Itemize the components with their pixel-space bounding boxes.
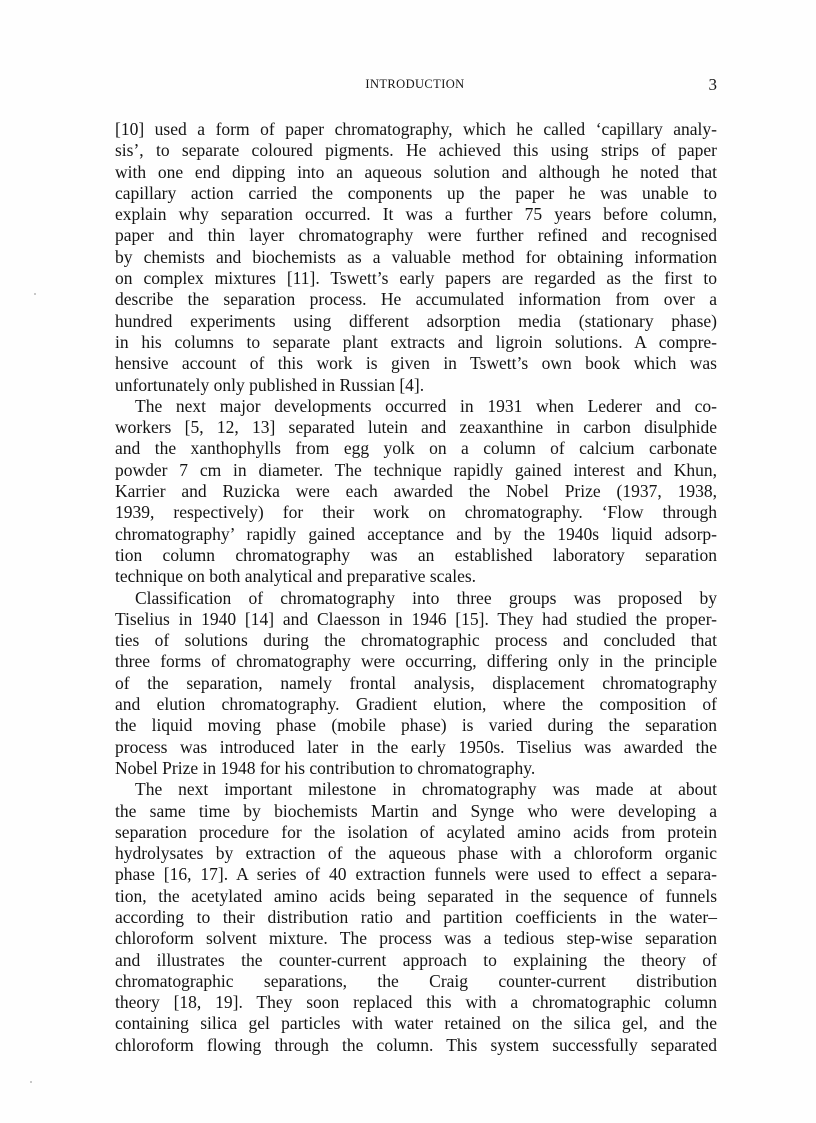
text-line: paper and thin layer chromatography were further refined and recognised [115,225,717,246]
text-line: technique on both analytical and preparative scales. [115,566,477,587]
text-line: separation procedure for the isolation of acylated amino acids from protein [115,821,717,842]
text-line: Tiselius in 1940 [14] and Claesson in 1946 [15]. They had studied the proper- [115,608,717,629]
text-line: 1939, respectively) for their work on chromatography. ‘Flow through [115,502,717,523]
text-line: hensive account of this work is given in Tswett’s own book which was [115,353,717,374]
text-line: Classification of chromatography into three groups was proposed by [135,587,717,608]
text-line: with one end dipping into an aqueous solution and although he noted that [115,161,717,182]
text-line: chloroform solvent mixture. The process was a tedious step-wise separation [115,928,717,949]
running-head [113,75,717,97]
text-line: tion, the acetylated amino acids being separated in the sequence of funnels [115,885,717,906]
text-line: explain why separation occurred. It was a further 75 years before column, [115,204,717,225]
text-line: by chemists and biochemists as a valuable method for obtaining information [115,246,717,267]
text-line: tion column chromatography was an established laboratory separation [115,544,717,565]
paragraph [115,396,717,588]
text-line: the liquid moving phase (mobile phase) is varied during the separation [115,715,717,736]
text-line: three forms of chromatography were occurring, differing only in the principle [115,651,717,672]
text-line: according to their distribution ratio and partition coefficients in the water– [115,906,717,927]
text-line: unfortunately only published in Russian [4]. [115,374,425,395]
text-line: phase [16, 17]. A series of 40 extraction funnels were used to effect a separa- [115,864,717,885]
text-line: describe the separation process. He accumulated information from over a [115,289,717,310]
text-line: powder 7 cm in diameter. The technique rapidly gained interest and Khun, [115,459,717,480]
text-line: hydrolysates by extraction of the aqueous phase with a chloroform organic [115,843,717,864]
text-line: ties of solutions during the chromatographic process and concluded that [115,630,717,651]
text-line: theory [18, 19]. They soon replaced this with a chromatographic column [115,992,717,1013]
text-line: hundred experiments using different adsorption media (stationary phase) [115,310,717,331]
paragraph [115,779,717,1056]
text-line: of the separation, namely frontal analysis, displacement chromatography [115,672,717,693]
text-line: capillary action carried the components up the paper he was unable to [115,182,717,203]
text-line: chloroform flowing through the column. This system successfully separated [115,1034,717,1055]
text-line: and elution chromatography. Gradient elution, where the composition of [115,694,717,715]
body-text [115,119,717,1056]
text-line: chromatography’ rapidly gained acceptance and by the 1940s liquid adsorp- [115,523,717,544]
text-line: Nobel Prize in 1948 for his contribution to chromatography. [115,757,536,778]
text-line: sis’, to separate coloured pigments. He achieved this using strips of paper [115,140,717,161]
text-line: containing silica gel particles with water retained on the silica gel, and the [115,1013,717,1034]
text-line: and the xanthophylls from egg yolk on a column of calcium carbonate [115,438,717,459]
text-line: process was introduced later in the early 1950s. Tiselius was awarded the [115,736,717,757]
paragraph [115,119,717,396]
text-line: the same time by biochemists Martin and Synge who were developing a [115,800,717,821]
text-line: [10] used a form of paper chromatography, which he called ‘capillary analy- [115,119,717,139]
text-line: on complex mixtures [11]. Tswett’s early papers are regarded as the first to [115,268,717,289]
text-line: The next important milestone in chromatography was made at about [135,779,717,800]
text-line: in his columns to separate plant extracts and ligroin solutions. A compre- [115,331,717,352]
text-line: workers [5, 12, 13] separated lutein and zeaxanthine in carbon disulphide [115,417,717,438]
text-line: chromatographic separations, the Craig counter-current distribution [115,970,717,991]
running-title: INTRODUCTION [365,77,465,91]
scan-speck [34,293,36,295]
paragraph [115,588,717,780]
text-line: Karrier and Ruzicka were each awarded the Nobel Prize (1937, 1938, [115,481,717,502]
text-line: and illustrates the counter-current approach to explaining the theory of [115,949,717,970]
text-line: The next major developments occurred in 1931 when Lederer and co- [135,395,717,416]
page-number: 3 [708,75,717,94]
scan-speck [30,1081,32,1083]
